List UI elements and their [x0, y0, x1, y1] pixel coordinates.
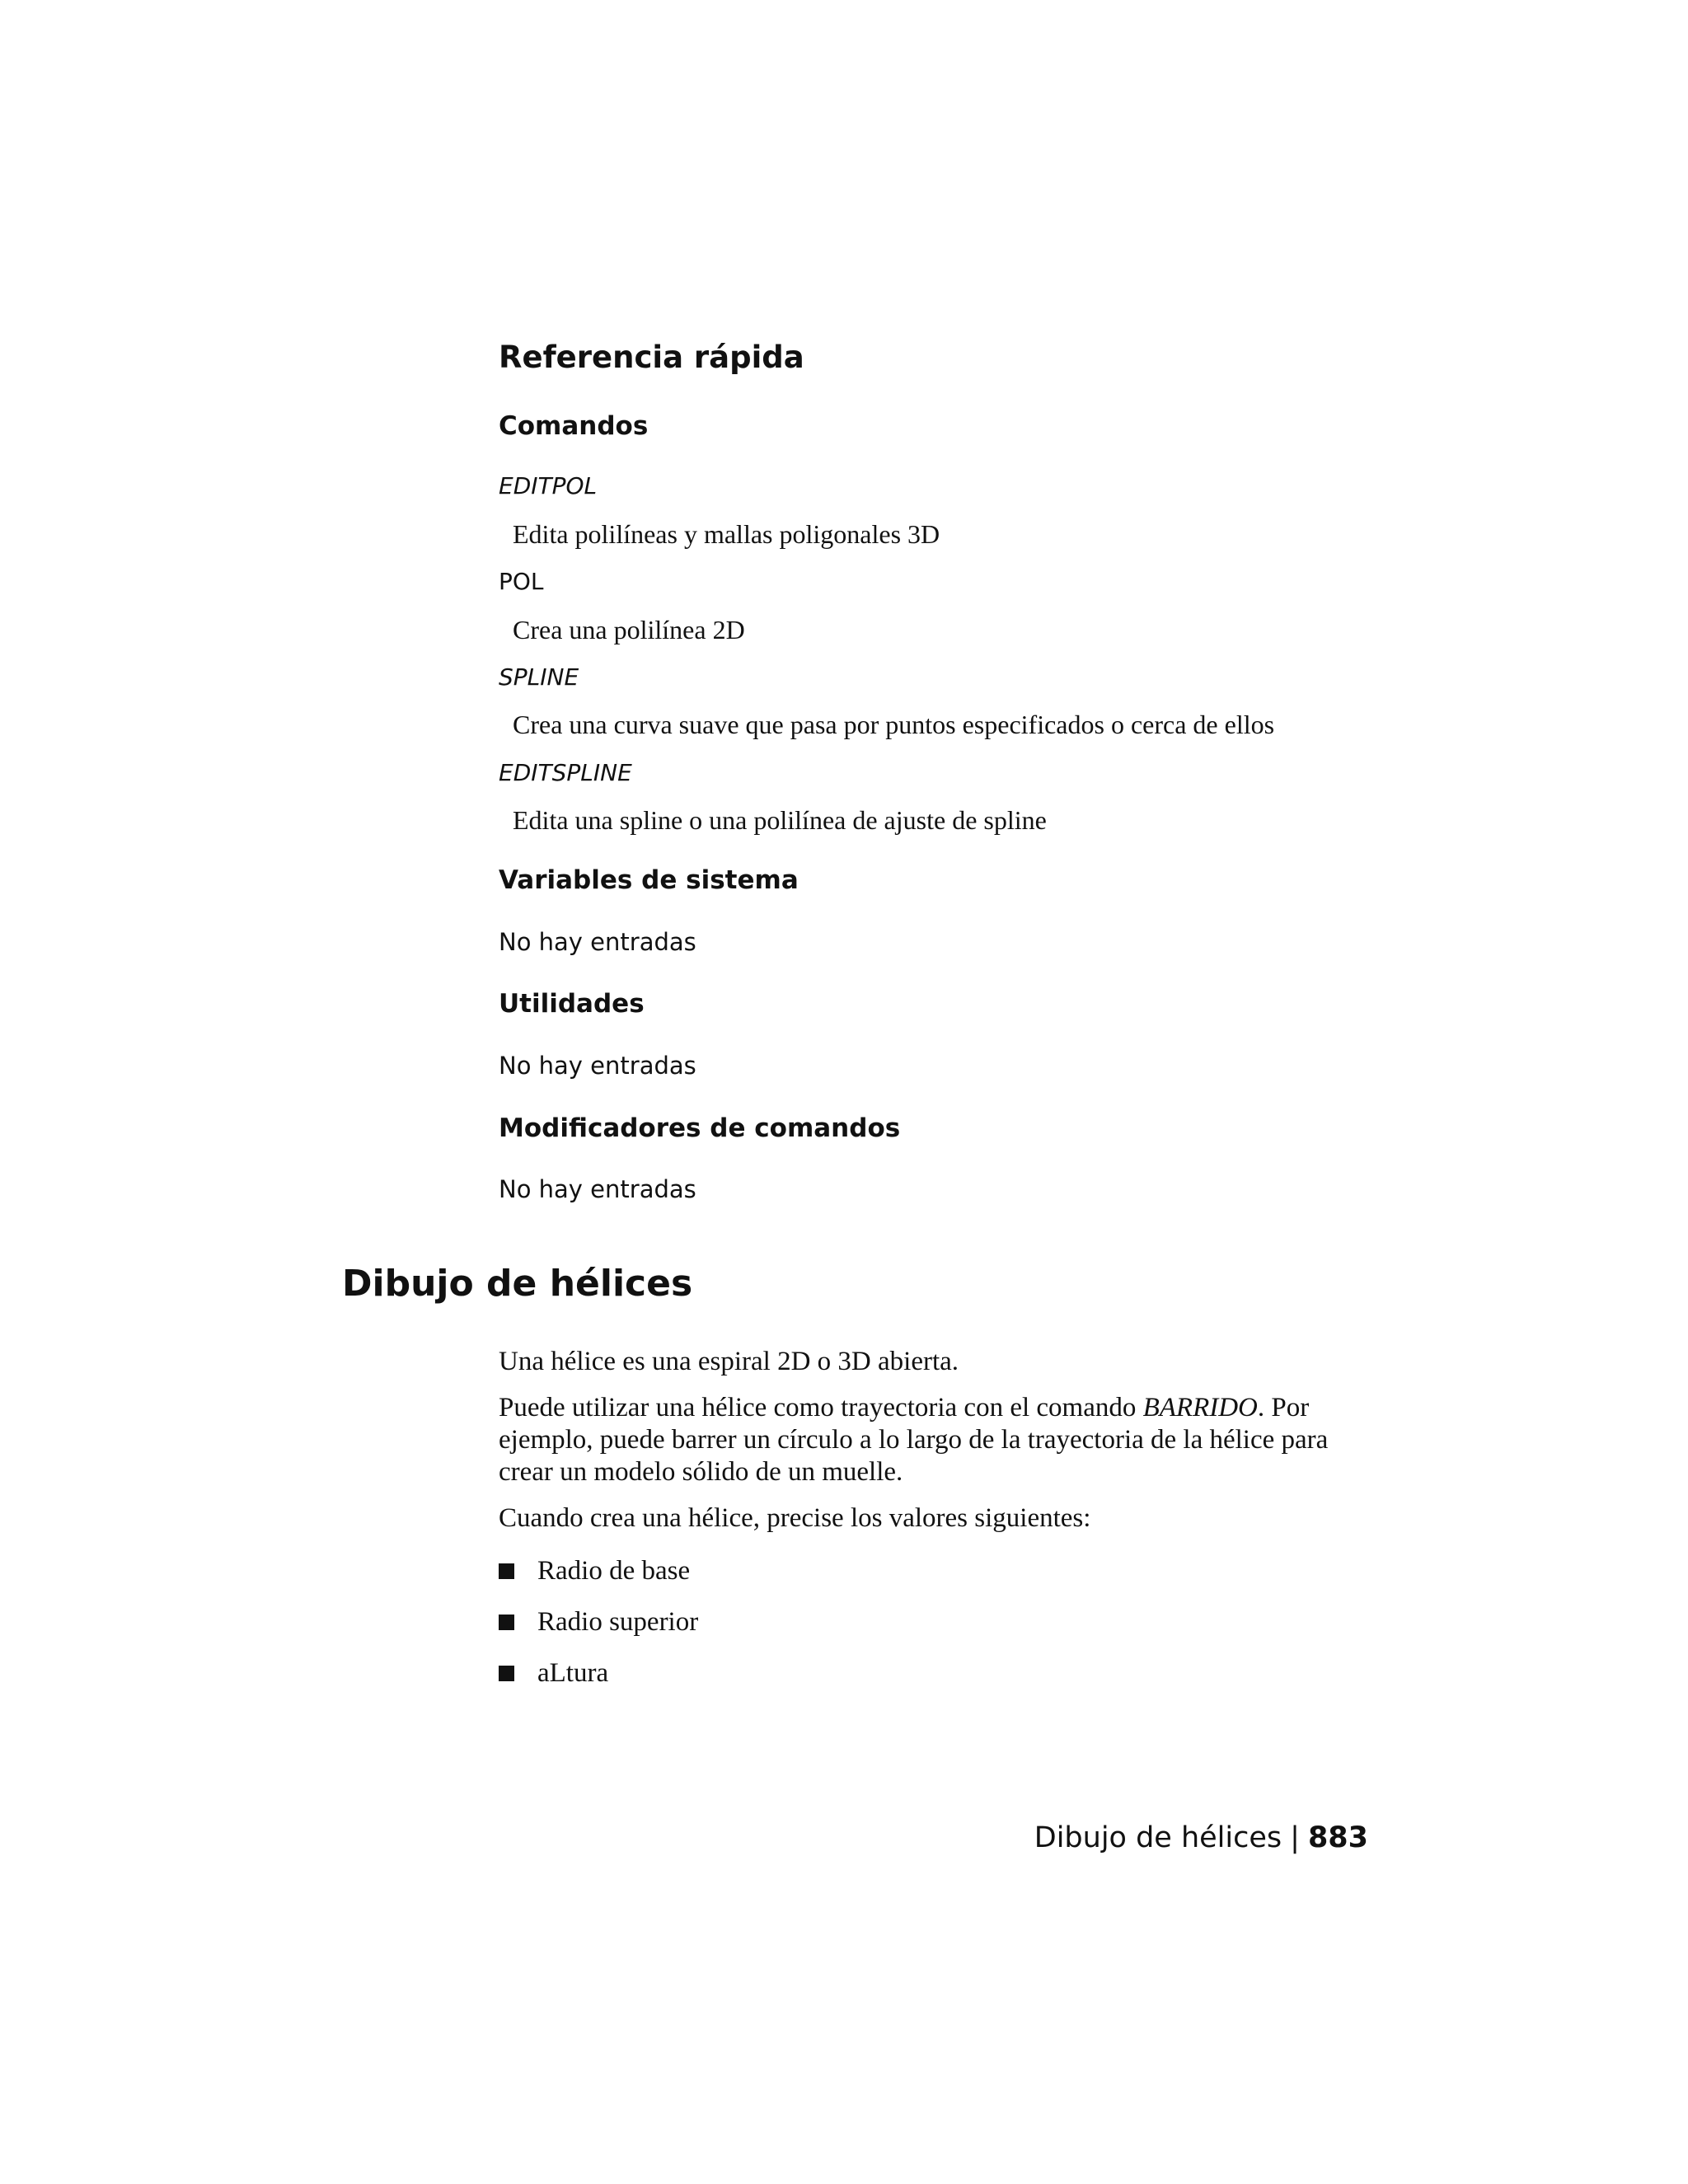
command-name-spline: SPLINE [499, 663, 579, 691]
system-variables-text: No hay entradas [499, 928, 696, 956]
command-description-spline: Crea una curva suave que pasa por puntos especificados o cerca de ellos [513, 710, 1275, 739]
section-title: Dibujo de hélices [342, 1263, 693, 1305]
bullet-square-icon [499, 1615, 514, 1630]
command-name-editspline: EDITSPLINE [499, 759, 632, 786]
section-paragraph-2 [499, 1392, 1372, 1488]
paragraph-2-text-end: . Por ejemplo, puede barrer un círculo a lo largo de la trayectoria de la hélice para crear un modelo sólido de un muelle. [499, 1393, 1329, 1487]
page-footer [1034, 1820, 1368, 1856]
commands-heading: Comandos [499, 411, 649, 441]
command-description-editspline: Edita una spline o una polilínea de ajuste de spline [513, 805, 1047, 835]
list-item [499, 1554, 690, 1587]
list-item [499, 1657, 608, 1690]
command-modifiers-heading: Modificadores de comandos [499, 1113, 901, 1143]
list-item [499, 1605, 698, 1638]
command-description-pol: Crea una polilínea 2D [513, 615, 745, 644]
system-variables-heading: Variables de sistema [499, 865, 799, 895]
list-item-label: aLtura [537, 1658, 609, 1688]
section-paragraph-1: Una hélice es una espiral 2D o 3D abierta. [499, 1347, 959, 1376]
utilities-heading: Utilidades [499, 989, 645, 1019]
utilities-text: No hay entradas [499, 1052, 696, 1080]
paragraph-2-text-start: Puede utilizar una hélice como trayectoria con el comando [499, 1393, 1143, 1422]
command-description-editpol: Edita polilíneas y mallas poligonales 3D [513, 519, 940, 549]
command-reference-barrido: BARRIDO [1142, 1393, 1258, 1422]
footer-section-name: Dibujo de hélices [1034, 1821, 1282, 1854]
command-name-editpol: EDITPOL [499, 472, 598, 499]
quick-reference-title: Referencia rápida [499, 340, 804, 375]
bullet-square-icon [499, 1666, 514, 1681]
command-modifiers-text: No hay entradas [499, 1175, 696, 1203]
bullet-square-icon [499, 1563, 514, 1579]
list-item-label: Radio superior [537, 1607, 699, 1637]
section-paragraph-3: Cuando crea una hélice, precise los valores siguientes: [499, 1503, 1091, 1533]
list-item-label: Radio de base [537, 1556, 691, 1586]
footer-separator: | [1290, 1821, 1300, 1854]
command-name-pol: POL [499, 568, 544, 595]
page-number: 883 [1307, 1821, 1368, 1854]
